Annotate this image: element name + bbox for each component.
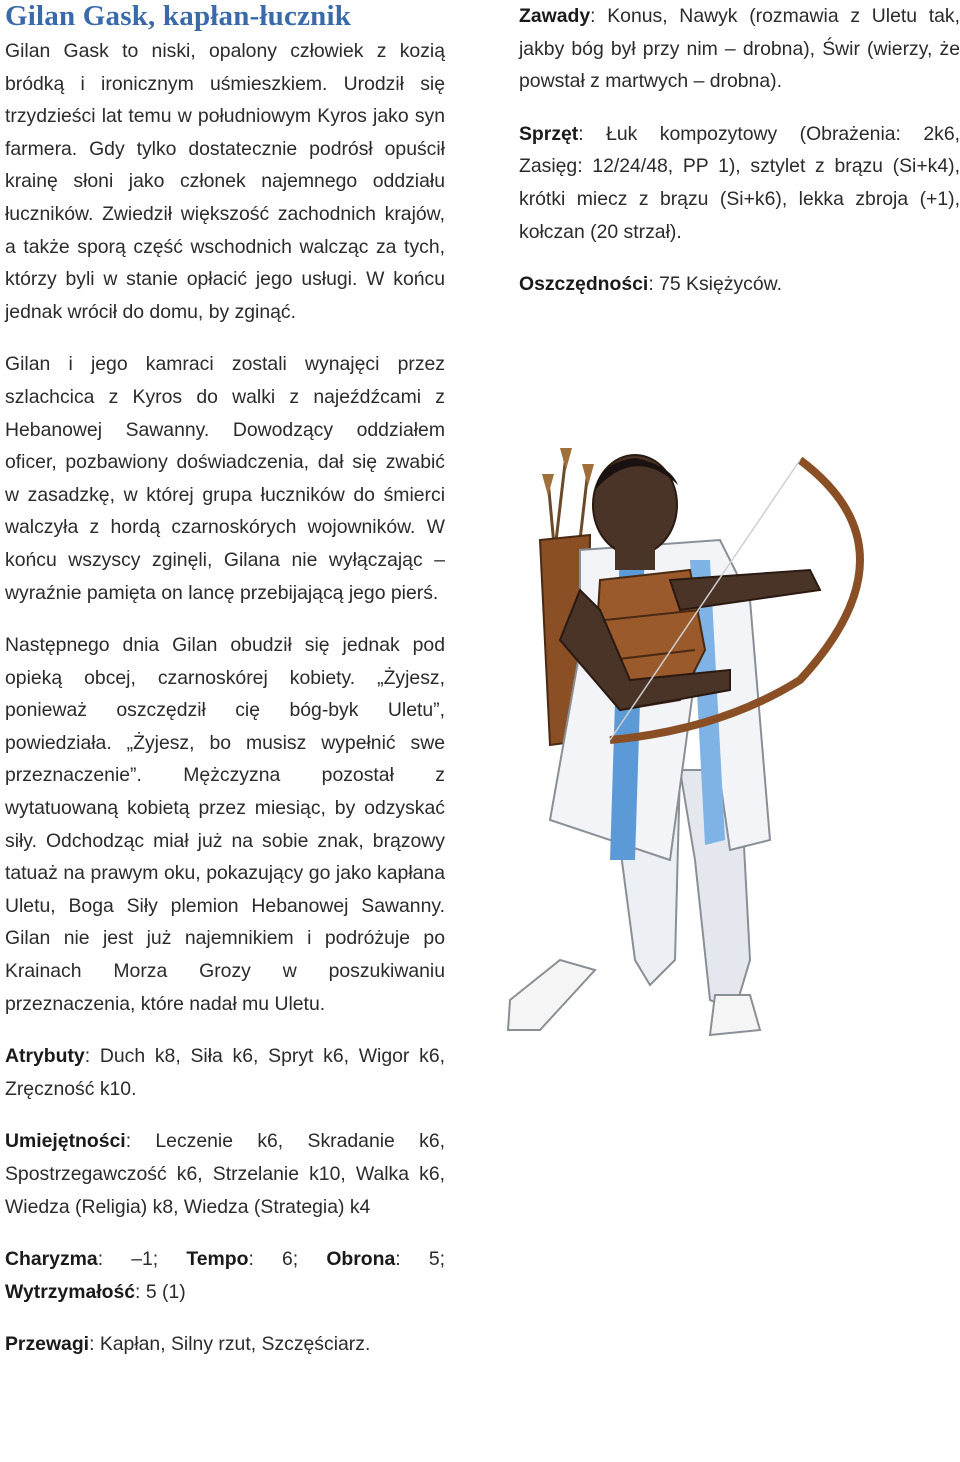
stat-hindrances [519,0,960,98]
stat-value: : Łuk kompozytowy (Obrażenia: 2k6, Zasięg: 12/24/48, PP 1), sztylet z brązu (Si+k4), krótki miecz z brązu (Si+k6), lekka zbroja (+1), kołczan (20 strzał). [519,122,960,243]
stat-label: Sprzęt [519,122,579,145]
page-title: Gilan Gask, kapłan-łucznik [5,0,352,32]
stat-label: Zawady [519,5,591,27]
stat-edges [5,1328,445,1361]
stat-value: : 75 Księżyców. [648,273,782,296]
stat-savings [519,268,960,301]
stat-label: Umiejętności [5,1130,126,1153]
stat-label: Atrybuty [5,1045,85,1068]
stat-label: Tempo [186,1248,249,1271]
stat-gear [519,118,960,248]
shoe-icon [508,960,595,1030]
stat-value: : 6; [248,1248,327,1271]
stat-derived [5,1243,445,1308]
paragraph-rebirth: Następnego dnia Gilan obudził się jednak pod opieką obcej, czarnoskórej kobiety. „Żyjesz, ponieważ oszczędził cię bóg-byk Uletu”, powiedziała. „Żyjesz, bo musisz wypełnić swe przeznaczenie”. Mężczyzna pozostał z wytatuowaną kobietą przez miesiąc, by odzyskać siły. Odchodząc miał już na sobie znak, brązowy tatuaż na prawym oku, pokazujący go jako kapłana Uletu, Boga Siły plemion Hebanowej Sawanny. Gilan nie jest już najemnikiem i podróżuje po Krainach Morza Grozy w poszukiwaniu przeznaczenia, które nadał mu Uletu. [5,634,445,1015]
right-column [519,0,960,301]
stat-attributes [5,1040,445,1105]
left-column [5,0,445,1361]
paragraph-intro: Gilan Gask to niski, opalony człowiek z kozią bródką i ironicznym uśmieszkiem. Urodził się trzydzieści lat temu w południowym Kyros jako syn farmera. Gdy tylko dostatecznie podrósł opuścił krainę słoni jako członek najemnego oddziału łuczników. Zwiedził większość zachodnich krajów, a także sporą część wschodnich walcząc za tych, którzy byli w stanie opłacić jego usługi. W końcu jednak wrócił do domu, by zginąć. [5,40,445,323]
paragraph-ambush: Gilan i jego kamraci zostali wynajęci przez szlachcica z Kyros do walki z najeźdźcami z Hebanowej Sawanny. Dowodzący oddziałem oficer, pozbawiony doświadczenia, dał się zwabić w zasadzkę, w której grupa łuczników do śmierci walczyła z hordą czarnoskórych wojowników. W końcu wszyscy zginęli, Gilana nie wyłączając – wyraźnie pamięta on lancę przebijającą jego pierś. [5,353,445,604]
stat-label: Wytrzymałość [5,1280,136,1303]
stat-label: Oszczędności [519,273,649,296]
stat-value: : 5 (1) [135,1280,186,1303]
stat-label: Obrona [326,1248,396,1271]
stat-label: Charyzma [5,1248,98,1271]
stat-label: Przewagi [5,1333,90,1356]
stat-value: : Konus, Nawyk (rozmawia z Uletu tak, jakby bóg był przy nim – drobna), Świr (wierzy, że powstał z martwych – drobna). [519,5,960,93]
stat-value: : 5; [395,1248,445,1271]
stat-value: : Duch k8, Siła k6, Spryt k6, Wigor k6, Zręczność k10. [5,1045,445,1100]
stat-value: : Leczenie k6, Skradanie k6, Spostrzegawczość k6, Strzelanie k10, Walka k6, Wiedza (Religia) k8, Wiedza (Strategia) k4 [5,1130,445,1218]
archer-illustration [500,440,960,1040]
shoe-icon [710,995,760,1035]
stat-skills [5,1125,445,1223]
stat-value: : –1; [97,1248,187,1271]
stat-value: : Kapłan, Silny rzut, Szczęściarz. [89,1333,371,1356]
